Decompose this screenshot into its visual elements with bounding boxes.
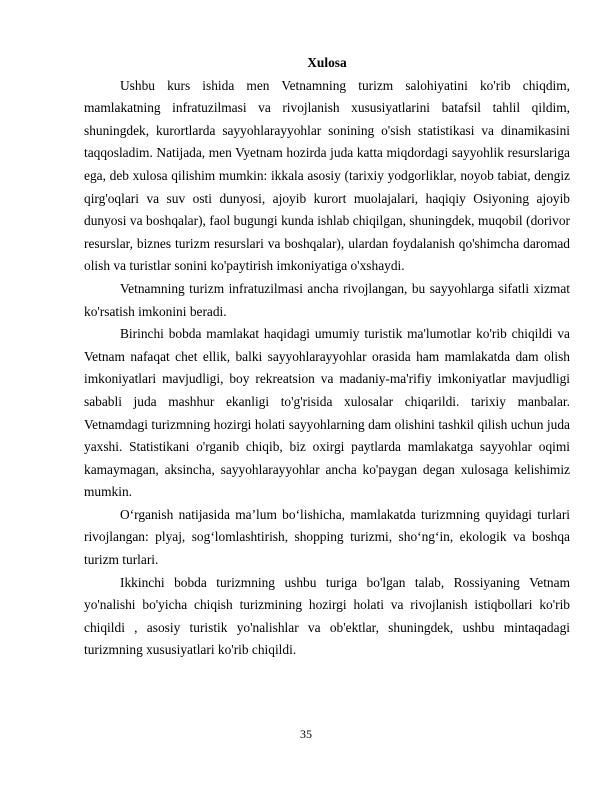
paragraph-chapter-one: Birinchi bobda mamlakat haqidagi umumiy turistik ma'lumotlar ko'rib chiqildi va Vetnam nafaqat chet ellik, balki sayyohlarayyohlar orasida ham mamlakatda dam olish imkoniyatlari mavjudligi, boy rekreatsion va madaniy-ma'rifiy imkoniyatlar mavjudligi sababli juda mashhur ekanligi to'g'risida xulosalar chiqarildi. tarixiy manbalar. Vetnamdagi turizmning hozirgi holati sayyohlarning dam olishini tashkil qilish uchun juda yaxshi. Statistikani o'rganib chiqib, biz oxirgi paytlarda mamlakatga sayyohlar oqimi kamaymagan, aksincha, sayyohlarayyohlar ancha ko'paygan degan xulosaga kelishimiz mumkin. [84, 326, 570, 500]
section-title: Xulosa [307, 55, 347, 70]
paragraph-infrastructure: Vetnamning turizm infratuzilmasi ancha rivojlangan, bu sayyohlarga sifatli xizmat ko'rsatish imkonini beradi. [84, 280, 570, 319]
document-page [84, 52, 570, 662]
paragraph-chapter-two: Ikkinchi bobda turizmning ushbu turiga bo'lgan talab, Rossiyaning Vetnam yo'nalishi bo'yicha chiqish turizmining hozirgi holati va rivojlanish istiqbollari ko'rib chiqildi , asosiy turistik yo'nalishlar va ob'ektlar, shuningdek, ushbu mintaqadagi turizmning xususiyatlari ko'rib chiqildi. [84, 574, 570, 658]
paragraph-tourism-types: O‘rganish natijasida ma’lum bo‘lishicha, mamlakatda turizmning quyidagi turlari rivojlangan: plyaj, sog‘lomlashtirish, shopping turizmi, sho‘ng‘in, ekologik va boshqa turizm turlari. [84, 506, 570, 568]
paragraph-intro: Ushbu kurs ishida men Vetnamning turizm salohiyatini ko'rib chiqdim, mamlakatning infratuzilmasi va rivojlanish xususiyatlarini batafsil tahlil qildim, shuningdek, kurortlarda sayyohlarayyohlar sonining o'sish statistikasi va dinamikasini taqqosladim. Natijada, men Vyetnam hozirda juda katta miqdordagi sayyohlik resurslariga ega, deb xulosa qilishim mumkin: ikkala asosiy (tarixiy yodgorliklar, noyob tabiat, dengiz qirg'oqlari va suv osti dunyosi, ajoyib kurort muolajalari, haqiqiy Osiyoning ajoyib dunyosi va boshqalar), faol bugungi kunda ishlab chiqilgan, shuningdek, muqobil (dorivor resurslar, biznes turizm resurslari va boshqalar), ulardan foydalanish qo'shimcha daromad olish va turistlar sonini ko'paytirish imkoniyatiga o'xshaydi. [84, 77, 570, 274]
page-number: 35 [300, 727, 312, 741]
